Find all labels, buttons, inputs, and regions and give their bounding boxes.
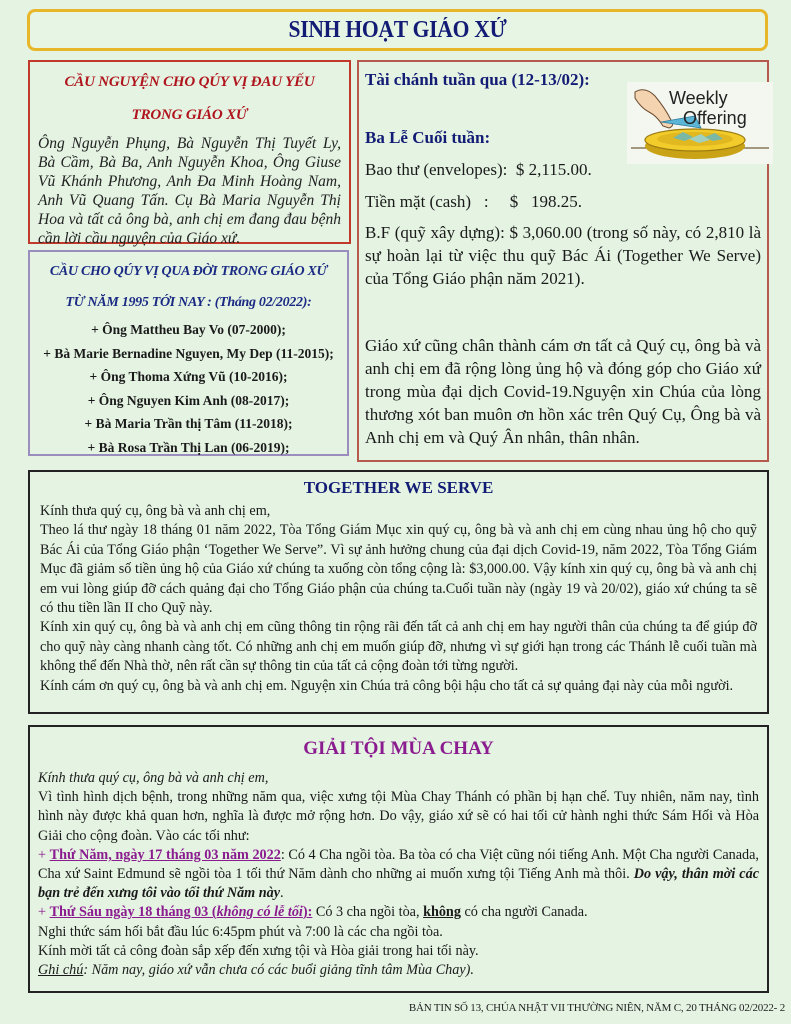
page-footer: BẢN TIN SỐ 13, CHÚA NHẬT VII THƯỜNG NIÊN, NĂM C, 20 THÁNG 02/2022- 2 xyxy=(408,1002,785,1014)
thursday-text: : Có 4 Cha ngồi tòa. Ba tòa có cha Việt cũng nói tiếng Anh. Một Cha người Canada, Cha xứ Saint Edmund sẽ ngồi tòa 1 tối thứ Năm dành cho những ai muốn xưng tội Tiếng Anh mà thôi. xyxy=(38,846,759,883)
deceased-heading-2: TỪ NĂM 1995 TỚI NAY : (Tháng 02/2022): xyxy=(65,295,312,310)
finance-subtitle: Ba Lễ Cuối tuần: xyxy=(365,128,491,147)
finance-title: Tài chánh tuần qua (12-13/02): xyxy=(365,70,590,89)
deceased-item: + Bà Maria Trần thị Tâm (11-2018); xyxy=(84,416,293,431)
sick-prayer-box xyxy=(28,60,351,247)
lent-confession-box xyxy=(28,725,769,993)
tws-paragraph: Kính cám ơn quý cụ, ông bà và anh chị em. Nguyện xin Chúa trả công bội hậu cho tất cả sự quảng đại này của mỗi người. xyxy=(40,677,734,694)
offering-text-weekly: Weekly xyxy=(669,88,728,108)
together-we-serve-box xyxy=(28,470,769,714)
lent-greeting: Kính thưa quý cụ, ông bà và anh chị em, xyxy=(38,770,269,786)
lent-heading: GIẢI TỘI MÙA CHAY xyxy=(303,738,494,759)
tws-heading: TOGETHER WE SERVE xyxy=(303,478,494,497)
deceased-item: + Bà Marie Bernadine Nguyen, My Dep (11-2015); xyxy=(43,345,334,361)
weekly-offering-image xyxy=(627,82,773,164)
page-title: SINH HOẠT GIÁO XỨ xyxy=(288,17,507,43)
deceased-item: + Ông Mattheu Bay Vo (07-2000); xyxy=(91,322,286,337)
deceased-prayer-box xyxy=(28,250,349,456)
finance-box xyxy=(357,60,769,462)
page-title-box xyxy=(27,9,768,51)
friday-date-end: ): xyxy=(302,904,313,921)
friday-text-b: có cha người Canada. xyxy=(460,904,588,921)
thursday-emphasis-end: . xyxy=(280,885,284,902)
sick-prayer-heading-2: TRONG GIÁO XỨ xyxy=(131,107,248,123)
friday-prefix: + xyxy=(38,904,50,921)
lent-schedule: Nghi thức sám hối bắt đầu lúc 6:45pm phút và 7:00 là các cha ngồi tòa. xyxy=(38,923,443,940)
tws-paragraph: Theo lá thư ngày 18 tháng 01 năm 2022, Tòa Tổng Giám Mục xin quý cụ, ông bà và anh chị em cùng nhau ủng hộ cho quỹ Bác Ái của Tổng Giáo phận ‘Together We Serve”. Vì sự ảnh hưởng chung của đại dịch Covid-19, năm 2022, Tòa Tổng Giám Mục đã giảm số tiền ủng hộ của Giáo xứ chúng ta xuống còn tổng cộng là: $3,000.00. Vậy kính xin quý cụ, ông bà và anh chị em vui lòng giúp đỡ cách quảng đại cho Tổng Giáo phận của chúng ta.Cuối tuần này (ngày 19 và 20/02), giáo xứ chúng ta sẽ có thu tiền lần II cho Quỹ này. xyxy=(40,522,757,617)
sick-prayer-body: Ông Nguyễn Phụng, Bà Nguyễn Thị Tuyết Ly, Bà Cầm, Bà Ba, Anh Nguyễn Khoa, Ông Giuse Vũ Khánh Phương, Anh Đa Minh Hoàng Nam, Anh Vũ Quang Tấn. Cụ Bà Maria Nguyễn Thị Hoa và tất cả ông bà, anh chị em đang đau bệnh cần lời cầu nguyện của Giáo xứ. xyxy=(38,135,341,247)
note-text: : Năm nay, giáo xứ vẫn chưa có các buổi giảng tĩnh tâm Mùa Chay). xyxy=(83,962,474,979)
finance-cash: Tiền mặt (cash) : $ 198.25. xyxy=(365,192,583,211)
lent-thursday xyxy=(38,846,759,904)
deceased-heading-1: CẦU CHO QÚY VỊ QUA ĐỜI TRONG GIÁO XỨ xyxy=(49,264,328,279)
sick-prayer-heading-1: CẦU NGUYỆN CHO QÚY VỊ ĐAU YẾU xyxy=(64,74,315,90)
note-label: Ghi chú xyxy=(38,962,84,979)
finance-building-fund: B.F (quỹ xây dựng): $ 3,060.00 (trong số này, có 2,810 là sự hoàn lại từ việc thu quỹ Bác Ái (Together We Serve) của Tổng Giáo phận năm 2021). xyxy=(365,223,761,288)
lent-friday xyxy=(38,903,759,922)
tws-paragraph: Kính xin quý cụ, ông bà và anh chị em cũng thông tin rộng rãi đến tất cả anh chị em hay người thân của chúng ta để giúp đỡ cho quỹ này càng nhanh càng tốt. Có những anh chị em muốn giúp đỡ, nhưng vì sự giới hạn trong các Thánh lễ cuối tuần mà không thể đến Nhà thờ, nên rất cần sự thông tin của tất cả cộng đoàn tới từng người. xyxy=(40,619,757,675)
thursday-emphasis: Do vậy, thân mời các bạn trẻ đến xưng tôi vào tối thứ Năm này xyxy=(38,866,759,902)
tws-paragraph: Kính thưa quý cụ, ông bà và anh chị em, xyxy=(40,503,271,519)
friday-date: Thứ Sáu ngày 18 tháng 03 ( xyxy=(49,904,217,921)
lent-intro: Vì tình hình dịch bệnh, trong những năm qua, việc xưng tội Mùa Chay Thánh có phần bị hạn chế. Tuy nhiên, năm nay, tình hình này được khả quan hơn, nghĩa là được mở rộng hơn. Do vậy, giáo xứ sẽ có hai tối cử hành nghi thức Sám Hối và Hòa Giải cho cộng đoàn. Vào các tối như: xyxy=(38,789,759,844)
finance-thanks: Giáo xứ cũng chân thành cám ơn tất cả Quý cụ, ông bà và anh chị em đã rộng lòng ủng hộ và đóng góp cho Giáo xứ trong mùa đại dịch Covid-19.Nguyện xin Chúa của lòng thương xót ban muôn ơn hồn xác trên Quý Cụ, Ông bà và Anh chị em và Quý Ân nhân, thân nhân. xyxy=(365,336,761,447)
friday-date-italic: không có lễ tối xyxy=(216,904,303,921)
lent-invite: Kính mời tất cả công đoàn sắp xếp đến xưng tội và Hòa giải trong hai tối này. xyxy=(38,942,479,959)
lent-note xyxy=(38,961,759,980)
deceased-item: + Bà Rosa Trần Thị Lan (06-2019); xyxy=(87,439,290,455)
deceased-list xyxy=(36,318,341,459)
friday-bold: không xyxy=(423,904,461,921)
deceased-item: + Ông Thoma Xứng Vũ (10-2016); xyxy=(89,369,288,384)
offering-plate-icon xyxy=(627,82,773,164)
thursday-date: Thứ Năm, ngày 17 tháng 03 năm 2022 xyxy=(49,846,281,863)
deceased-item: + Ông Nguyen Kim Anh (08-2017); xyxy=(87,392,290,408)
thursday-prefix: + xyxy=(38,846,50,863)
friday-text-a: Có 3 cha ngồi tòa, xyxy=(312,904,424,921)
offering-text-offering: Offering xyxy=(683,108,747,128)
finance-envelopes: Bao thư (envelopes): $ 2,115.00. xyxy=(365,160,592,179)
